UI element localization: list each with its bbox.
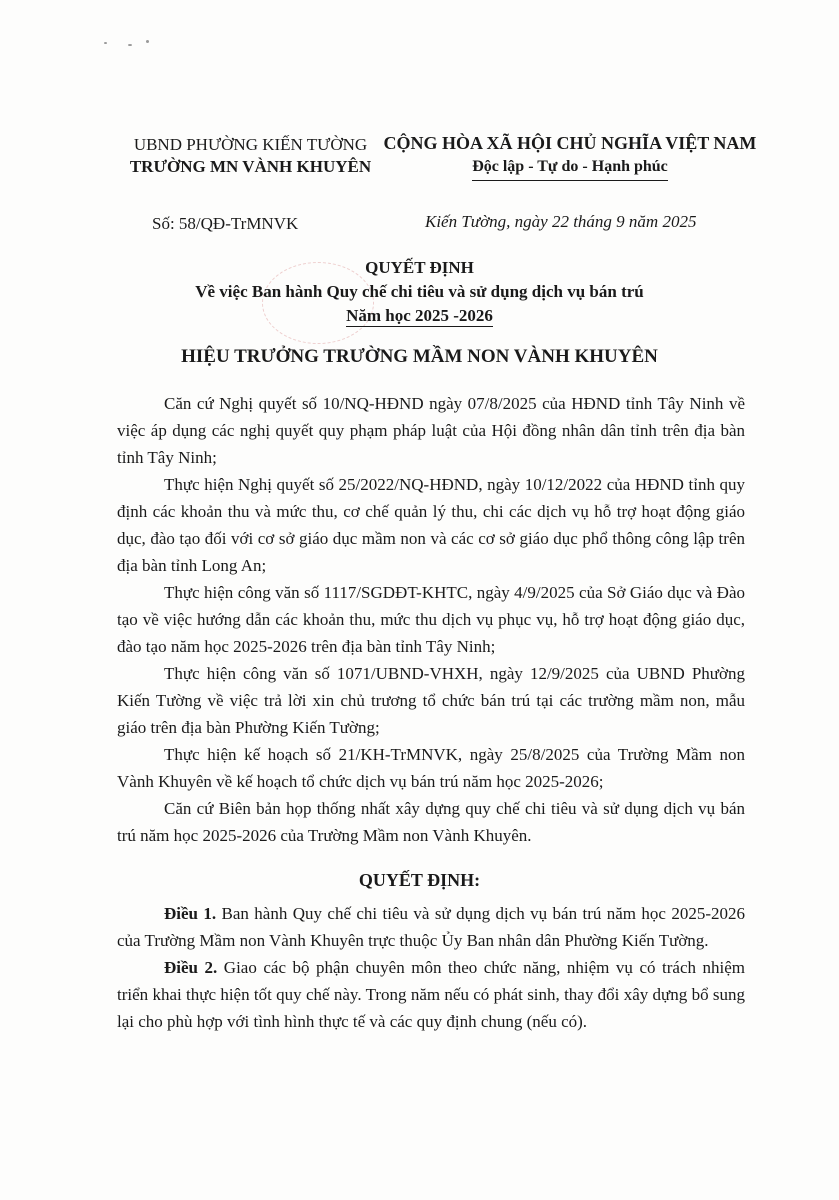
motto-underline [472, 180, 668, 181]
article-2-text: Giao các bộ phận chuyên môn theo chức năng, nhiệm vụ có trách nhiệm triển khai thực hiện tốt quy chế này. Trong năm nếu có phát sinh, thay đổi xây dựng bổ sung lại cho phù hợp với tình hình thực tế và các quy định chung (nếu có). [117, 958, 746, 1031]
article-1-label: Điều 1. [164, 904, 217, 923]
preamble-paragraph: Căn cứ Biên bản họp thống nhất xây dựng quy chế chi tiêu và sử dụng dịch vụ bán trú năm học 2025-2026 của Trường Mầm non Vành Khuyên. [117, 799, 745, 845]
decision-heading: QUYẾT ĐỊNH: [358, 870, 481, 890]
decision-articles [117, 900, 745, 1035]
preamble-paragraph: Thực hiện kế hoạch số 21/KH-TrMNVK, ngày 25/8/2025 của Trường Mầm non Vành Khuyên về kế hoạch tổ chức dịch vụ bán trú năm học 2025-2026; [117, 745, 745, 791]
school-year-text: Năm học 2025 -2026 [346, 306, 493, 325]
document-type-title: QUYẾT ĐỊNH [365, 258, 474, 277]
article-2-label: Điều 2. [164, 958, 218, 977]
document-subject: Về việc Ban hành Quy chế chi tiêu và sử dụng dịch vụ bán trú [195, 282, 644, 301]
national-motto [472, 155, 668, 179]
article-1-text: Ban hành Quy chế chi tiêu và sử dụng dịch vụ bán trú năm học 2025-2026 của Trường Mầm non Vành Khuyên trực thuộc Ủy Ban nhân dân Phường Kiến Tường. [117, 904, 745, 950]
preamble [117, 390, 745, 849]
place-and-date: Kiến Tường, ngày 22 tháng 9 năm 2025 [425, 212, 697, 231]
preamble-paragraph: Thực hiện công văn số 1117/SGDĐT-KHTC, ngày 4/9/2025 của Sở Giáo dục và Đào tạo về việc hướng dẫn các khoản thu, mức thu dịch vụ phục vụ, hỗ trợ hoạt động giáo dục, đào tạo năm học 2025-2026 trên địa bàn tỉnh Tây Ninh; [117, 583, 745, 656]
parent-organization: UBND PHƯỜNG KIẾN TƯỜNG [133, 135, 368, 154]
national-motto-text: Độc lập - Tự do - Hạnh phúc [472, 158, 668, 175]
article-1 [117, 900, 745, 954]
national-title: CỘNG HÒA XÃ HỘI CHỦ NGHĨA VIỆT NAM [383, 133, 757, 153]
issuing-authority-heading: HIỆU TRƯỞNG TRƯỜNG MẦM NON VÀNH KHUYÊN [181, 346, 658, 367]
document-number: Số: 58/QĐ-TrMNVK [152, 214, 299, 233]
scan-speck [146, 40, 149, 43]
school-year-line [0, 306, 839, 326]
article-2 [117, 954, 745, 1035]
school-name: TRƯỜNG MN VÀNH KHUYÊN [129, 157, 372, 176]
scan-speck [128, 44, 132, 46]
preamble-paragraph: Căn cứ Nghị quyết số 10/NQ-HĐND ngày 07/8/2025 của HĐND tỉnh Tây Ninh về việc áp dụng các nghị quyết quy phạm pháp luật của Hội đồng nhân dân tỉnh trên địa bàn tỉnh Tây Ninh; [117, 394, 745, 467]
national-heading-block [370, 131, 770, 179]
preamble-paragraph: Thực hiện Nghị quyết số 25/2022/NQ-HĐND, ngày 10/12/2022 của HĐND tỉnh quy định các khoản thu và mức thu, cơ chế quản lý thu, chi các dịch vụ hỗ trợ hoạt động giáo dục, đào tạo đối với cơ sở giáo dục mầm non và các cơ sở giáo dục phổ thông công lập trên địa bàn tỉnh Long An; [117, 475, 745, 575]
preamble-paragraph: Thực hiện công văn số 1071/UBND-VHXH, ngày 12/9/2025 của UBND Phường Kiến Tường về việc trả lời xin chủ trương tổ chức bán trú tại các trường mầm non, mẫu giáo trên địa bàn Phường Kiến Tường; [117, 664, 745, 737]
issuing-agency-block [118, 134, 383, 178]
scan-speck [104, 42, 107, 44]
